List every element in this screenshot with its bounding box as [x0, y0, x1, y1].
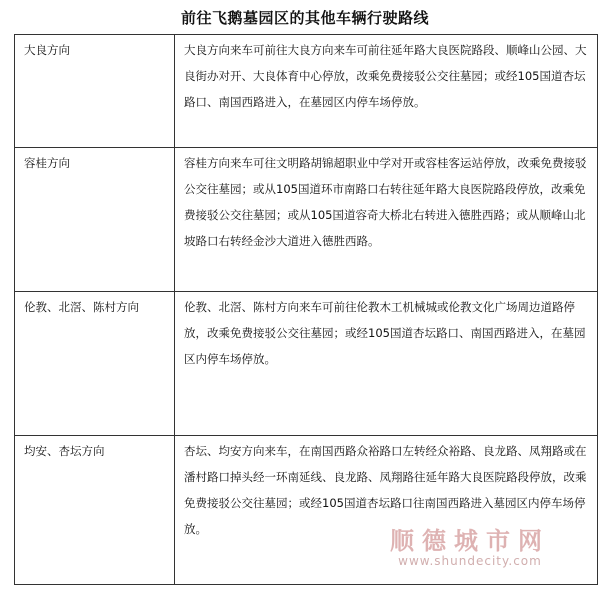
direction-cell: 伦教、北滘、陈村方向	[15, 292, 175, 436]
direction-cell: 大良方向	[15, 35, 175, 148]
watermark-url: www.shundecity.com	[398, 554, 542, 568]
table-row	[15, 436, 598, 585]
route-description-cell: 伦教、北滘、陈村方向来车可前往伦教木工机械城或伦教文化广场周边道路停放，改乘免费接驳公交往墓园；或经105国道杏坛路口、南国西路进入，在墓园区内停车场停放。	[175, 292, 598, 436]
table-row	[15, 148, 598, 292]
table-row	[15, 292, 598, 436]
direction-cell: 均安、杏坛方向	[15, 436, 175, 585]
table-row	[15, 35, 598, 148]
route-description-cell: 容桂方向来车可往文明路胡锦超职业中学对开或容桂客运站停放，改乘免费接驳公交往墓园；或从105国道环市南路口右转往延年路大良医院路段停放，改乘免费接驳公交往墓园；或从105国道容奇大桥北右转进入德胜西路；或从顺峰山北坡路口右转经金沙大道进入德胜西路。	[175, 148, 598, 292]
route-description-cell: 杏坛、均安方向来车，在南国西路众裕路口左转经众裕路、良龙路、凤翔路或在潘村路口掉头经一环南延线、良龙路、凤翔路往延年路大良医院路段停放，改乘免费接驳公交往墓园；或经105国道杏坛路口往南国西路进入墓园区内停车场停放。	[175, 436, 598, 585]
page-title: 前往飞鹅墓园区的其他车辆行驶路线	[180, 9, 429, 27]
watermark-name: 顺德城市网	[390, 527, 550, 555]
route-table	[14, 34, 598, 585]
direction-cell: 容桂方向	[15, 148, 175, 292]
route-description-cell: 大良方向来车可前往大良方向来车可前往延年路大良医院路段、顺峰山公园、大良街办对开、大良体育中心停放，改乘免费接驳公交往墓园；或经105国道杏坛路口、南国西路进入，在墓园区内停车场停放。	[175, 35, 598, 148]
